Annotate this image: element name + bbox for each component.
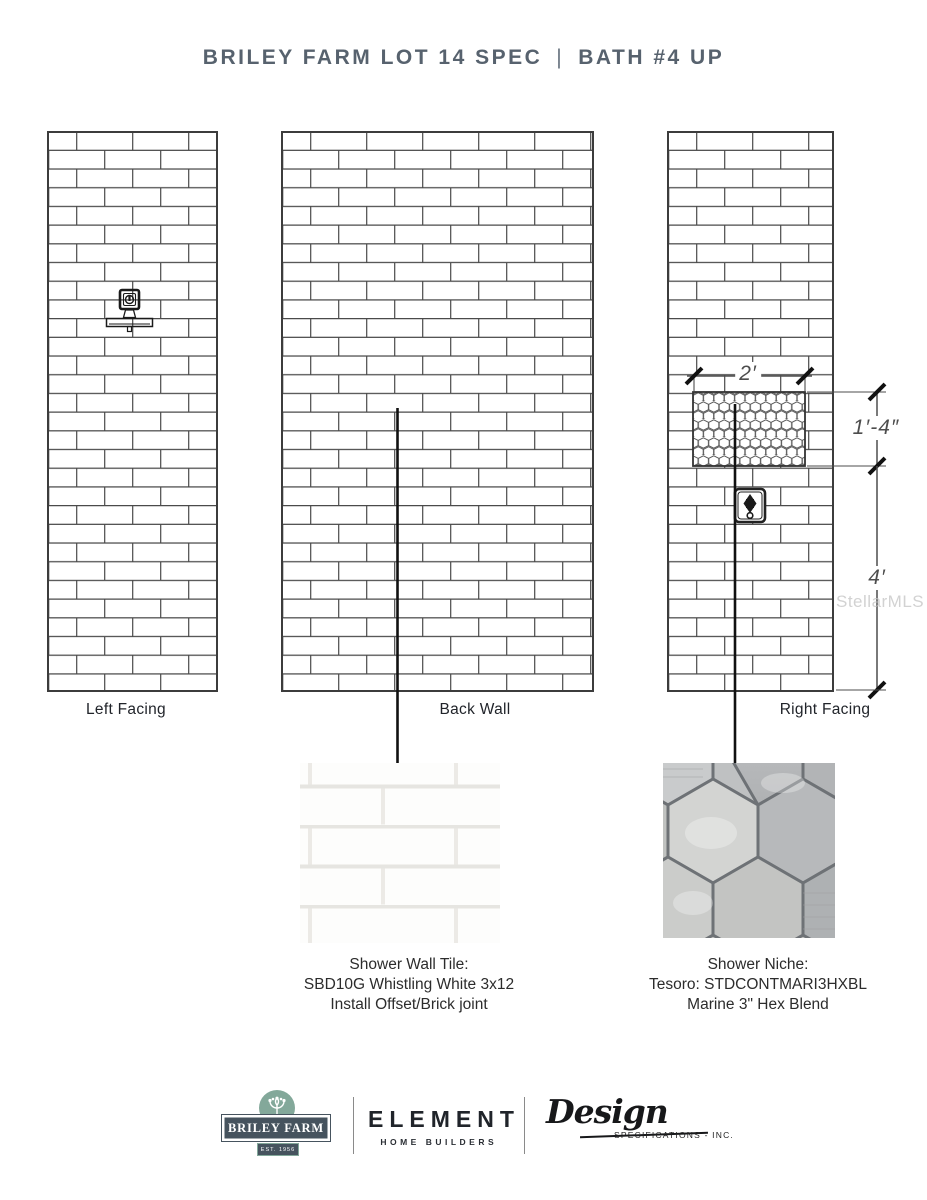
left-wall-elevation <box>47 131 218 692</box>
hex-tile-swatch <box>663 763 835 938</box>
wall-tile-swatch <box>300 763 500 943</box>
dim-niche-height: 1′-4″ <box>849 416 904 440</box>
title-room: BATH #4 UP <box>578 46 725 69</box>
title-separator: | <box>556 46 565 69</box>
niche-tile-caption <box>628 955 888 1015</box>
wall-tile-caption-line3: Install Offset/Brick joint <box>330 996 488 1013</box>
briley-farm-logo <box>221 1090 333 1166</box>
wall-tile-caption <box>279 955 539 1015</box>
footer-divider-2 <box>524 1097 525 1154</box>
page-title <box>0 46 927 70</box>
niche-tile-caption-line2: Tesoro: STDCONTMARI3HXBL <box>649 976 867 993</box>
element-name: ELEMENT <box>368 1106 520 1132</box>
label-right-facing: Right Facing <box>779 701 871 718</box>
briley-farm-name: BRILEY FARM <box>228 1120 324 1135</box>
design-specifications-logo <box>546 1092 736 1152</box>
shower-niche-drawing <box>693 392 805 466</box>
briley-farm-banner <box>221 1114 331 1142</box>
label-left-facing: Left Facing <box>86 701 166 718</box>
title-project: BRILEY FARM LOT 14 SPEC <box>202 46 543 69</box>
dim-niche-width: 2′ <box>735 362 761 386</box>
niche-tile-caption-line1: Shower Niche: <box>707 956 809 973</box>
briley-farm-est: EST. 1956 <box>260 1146 296 1153</box>
design-script-text: Design <box>546 1092 668 1131</box>
wall-tile-caption-line1: Shower Wall Tile: <box>349 956 469 973</box>
niche-valve-icon <box>735 489 765 522</box>
dim-niche-to-floor: 4′ <box>864 566 890 590</box>
label-back-wall: Back Wall <box>439 701 511 718</box>
stellar-mls-watermark: StellarMLS <box>836 592 925 611</box>
niche-tile-caption-line3: Marine 3" Hex Blend <box>687 996 829 1013</box>
wall-tile-caption-line2: SBD10G Whistling White 3x12 <box>303 976 515 993</box>
design-sub-text: SPECIFICATIONS - INC. <box>614 1130 734 1140</box>
element-sub: HOME BUILDERS <box>380 1137 498 1147</box>
footer-divider-1 <box>353 1097 354 1154</box>
right-wall-elevation <box>667 131 834 692</box>
element-logo <box>362 1106 520 1147</box>
briley-farm-est-tag <box>257 1143 299 1156</box>
back-wall-elevation <box>281 131 594 692</box>
